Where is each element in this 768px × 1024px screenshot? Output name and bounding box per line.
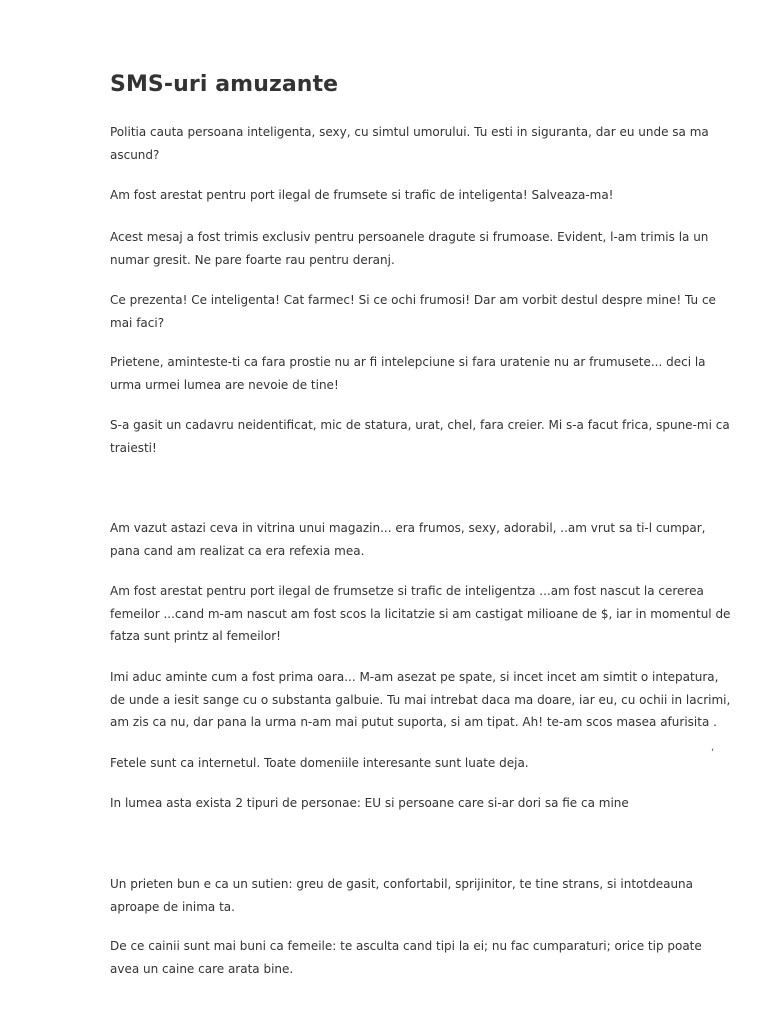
paragraph-line: numar gresit. Ne pare foarte rau pentru deranj. [110, 252, 395, 267]
page-title: SMS-uri amuzante [110, 72, 339, 97]
paragraph-line: Politia cauta persoana inteligenta, sexy, cu simtul umorului. Tu esti in siguranta, dar eu unde sa ma [110, 125, 709, 139]
paragraph-line: Am fost arestat pentru port ilegal de frumsetze si trafic de inteligentza ...am fost nascut la cererea [110, 584, 704, 598]
paragraph-line: mai faci? [110, 315, 165, 330]
paragraph-line: pana cand am realizat ca era refexia mea. [110, 543, 365, 558]
paragraph-3 [110, 226, 715, 271]
paragraph-line: femeilor ...cand m-am nascut am fost scos la licitatzie si am castigat milioane de $, iar in momentul de [110, 606, 731, 621]
paragraph-4 [110, 289, 715, 334]
paragraph-7 [110, 517, 715, 562]
paragraph-line: Am fost arestat pentru port ilegal de frumsete si trafic de inteligenta! Salveaza-ma! [110, 188, 614, 202]
paragraph-13 [110, 935, 715, 980]
stray-mark: , [711, 742, 715, 753]
paragraph-5 [110, 351, 715, 396]
paragraph-8 [110, 580, 731, 648]
paragraph-line: Imi aduc aminte cum a fost prima oara... M-am asezat pe spate, si incet incet am simtit o intepatura, [110, 670, 719, 684]
paragraph-line: avea un caine care arata bine. [110, 961, 294, 976]
paragraph-line: de unde a iesit sange cu o substanta galbuie. Tu mai intrebat daca ma doare, iar eu, cu ochii in lacrimi, [110, 692, 731, 707]
paragraph-line: urma urmei lumea are nevoie de tine! [110, 377, 339, 392]
paragraph-line: De ce cainii sunt mai buni ca femeile: te asculta cand tipi la ei; nu fac cumparaturi; orice tip poate [110, 939, 702, 953]
paragraph-line: Prietene, aminteste-ti ca fara prostie nu ar fi intelepciune si fara uratenie nu ar frumusete... deci la [110, 355, 706, 369]
paragraph-6 [110, 414, 730, 459]
paragraph-line: traiesti! [110, 440, 157, 455]
paragraph-line: Ce prezenta! Ce inteligenta! Cat farmec! Si ce ochi frumosi! Dar am vorbit destul despre mine! Tu ce [110, 293, 716, 307]
paragraph-11 [110, 792, 715, 815]
paragraph-line: Fetele sunt ca internetul. Toate domeniile interesante sunt luate deja. [110, 756, 529, 770]
paragraph-1 [110, 121, 715, 166]
paragraph-12 [110, 873, 715, 918]
paragraph-2 [110, 184, 715, 207]
paragraph-line: Un prieten bun e ca un sutien: greu de gasit, confortabil, sprijinitor, te tine strans, si intotdeauna [110, 877, 694, 891]
paragraph-9 [110, 666, 731, 734]
paragraph-line: Am vazut astazi ceva in vitrina unui magazin... era frumos, sexy, adorabil, ..am vrut sa ti-l cumpar, [110, 521, 706, 535]
paragraph-line: In lumea asta exista 2 tipuri de personae: EU si persoane care si-ar dori sa fie ca mine [110, 796, 629, 810]
paragraph-line: Acest mesaj a fost trimis exclusiv pentru persoanele dragute si frumoase. Evident, l-am trimis la un [110, 230, 709, 244]
paragraph-line: am zis ca nu, dar pana la urma n-am mai putut suporta, si am tipat. Ah! te-am scos masea afurisita . [110, 715, 717, 730]
paragraph-line: fatza sunt printz al femeilor! [110, 629, 281, 644]
paragraph-line: aproape de inima ta. [110, 899, 235, 914]
paragraph-line: S-a gasit un cadavru neidentificat, mic de statura, urat, chel, fara creier. Mi s-a facut frica, spune-mi ca [110, 418, 730, 432]
paragraph-10 [110, 752, 715, 775]
document-page [110, 0, 731, 1024]
paragraph-line: ascund? [110, 147, 160, 162]
